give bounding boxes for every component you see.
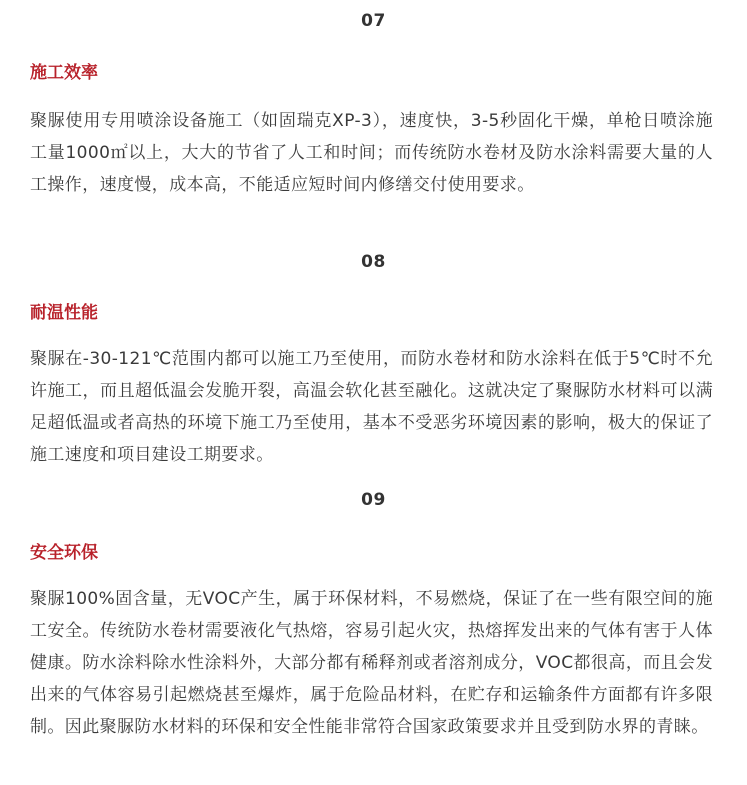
section-number-08: 08 (361, 252, 386, 272)
section-number-09: 09 (361, 490, 386, 510)
section-body-construction-efficiency: 聚脲使用专用喷涂设备施工（如固瑞克XP-3），速度快，3-5秒固化干燥，单枪日喷涂施工量1000㎡以上，大大的节省了人工和时间；而传统防水卷材及防水涂料需要大量的人工操作，速度慢，成本高，不能适应短时间内修缮交付使用要求。 (30, 111, 713, 195)
section-heading-construction-efficiency: 施工效率 (30, 63, 98, 83)
section-heading-temperature-resistance: 耐温性能 (30, 303, 98, 323)
section-number-07: 07 (361, 11, 386, 31)
section-heading-safety-environmental: 安全环保 (30, 543, 98, 563)
section-body-temperature-resistance: 聚脲在-30-121℃范围内都可以施工乃至使用，而防水卷材和防水涂料在低于5℃时不允许施工，而且超低温会发脆开裂，高温会软化甚至融化。这就决定了聚脲防水材料可以满足超低温或者高热的环境下施工乃至使用，基本不受恶劣环境因素的影响，极大的保证了施工速度和项目建设工期要求。 (30, 349, 713, 465)
section-body-safety-environmental: 聚脲100%固含量，无VOC产生，属于环保材料，不易燃烧，保证了在一些有限空间的施工安全。传统防水卷材需要液化气热熔，容易引起火灾，热熔挥发出来的气体有害于人体健康。防水涂料除水性涂料外，大部分都有稀释剂或者溶剂成分，VOC都很高，而且会发出来的气体容易引起燃烧甚至爆炸，属于危险品材料，在贮存和运输条件方面都有许多限制。因此聚脲防水材料的环保和安全性能非常符合国家政策要求并且受到防水界的青睐。 (30, 589, 713, 737)
